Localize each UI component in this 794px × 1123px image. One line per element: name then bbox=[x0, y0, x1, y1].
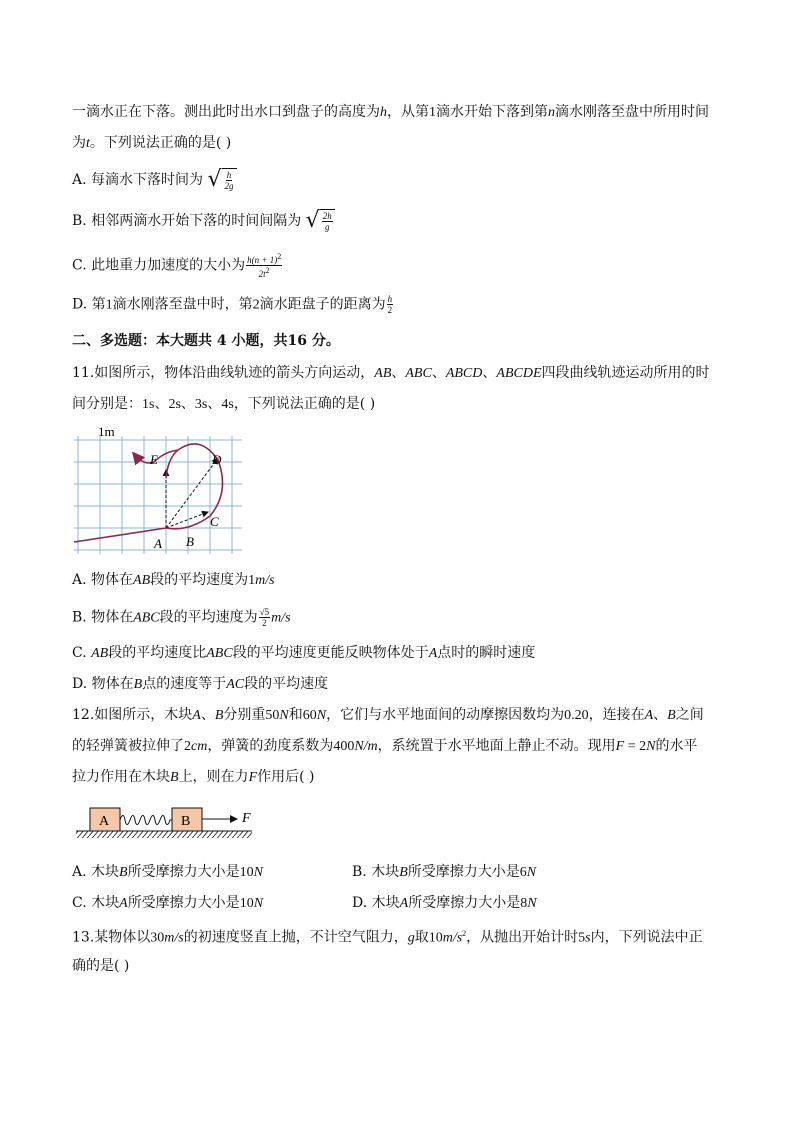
math-var: AB bbox=[133, 573, 151, 588]
math-var: B bbox=[667, 708, 676, 723]
math-num: 10 bbox=[428, 930, 443, 946]
text: ，从第 bbox=[387, 104, 429, 120]
frac-den: 2g bbox=[224, 181, 234, 191]
text: ，它们与水平地面间的动摩擦因数均为 bbox=[326, 707, 565, 723]
q11-stem-line2 bbox=[72, 394, 375, 415]
text: 滴水刚落至盘中所用时间 bbox=[555, 104, 709, 120]
text: 点时的瞬时速度 bbox=[437, 645, 536, 661]
question-number: 12. bbox=[72, 707, 95, 723]
spring bbox=[120, 816, 176, 825]
text: 、 bbox=[154, 396, 169, 412]
math-num: = 2 bbox=[624, 739, 647, 754]
math-unit: m/s bbox=[255, 573, 275, 588]
math-num: 1 bbox=[429, 105, 436, 120]
text: A. 木块 bbox=[72, 864, 120, 880]
math-var: B bbox=[399, 865, 408, 880]
math-num: 1s bbox=[142, 397, 155, 412]
option-text: C. 此地重力加速度的大小为 bbox=[72, 257, 246, 274]
q11-option-b bbox=[72, 607, 291, 629]
text: 。下列说法正确的是( ) bbox=[89, 135, 232, 151]
math-var: A bbox=[644, 708, 654, 723]
math-num: 2s bbox=[168, 397, 181, 412]
text: 段的平均速度为 bbox=[159, 609, 258, 626]
q10-stem-line2 bbox=[72, 133, 231, 154]
math-unit: s bbox=[585, 930, 591, 946]
text: 滴水距盘子的距离为 bbox=[259, 296, 386, 313]
text: 段的平均速度 bbox=[244, 676, 329, 692]
math-var: g bbox=[407, 930, 415, 946]
text: 滴水刚落至盘中时，第 bbox=[112, 296, 253, 313]
text: D. 物体在 bbox=[72, 676, 134, 692]
text: 、 bbox=[391, 365, 406, 381]
math-var: A bbox=[428, 646, 438, 661]
text: 如图所示，物体沿曲线轨迹的箭头方向运动， bbox=[94, 365, 375, 381]
q13-stem-line2: 确的是( ) bbox=[72, 958, 130, 974]
text: 、 bbox=[653, 707, 668, 723]
text: 所受摩擦力大小是 bbox=[408, 895, 521, 911]
math-var: B bbox=[170, 770, 179, 785]
ground-hatch bbox=[76, 831, 252, 838]
q12-option-d bbox=[352, 893, 537, 914]
math-unit: N bbox=[527, 896, 537, 911]
trajectory-curve bbox=[74, 444, 223, 542]
frac-den: g bbox=[324, 222, 330, 232]
q11-option-c bbox=[72, 643, 535, 664]
frac-num: 2h bbox=[322, 211, 332, 221]
text: ，连接在 bbox=[588, 707, 645, 723]
q12-option-c bbox=[72, 893, 263, 914]
math-var: AC bbox=[226, 677, 245, 692]
text: 所受摩擦力大小是 bbox=[127, 895, 240, 911]
math-unit: N bbox=[279, 708, 289, 723]
math-unit: cm bbox=[191, 739, 208, 754]
question-number: 13. bbox=[72, 929, 95, 946]
q12-spring-blocks-figure bbox=[74, 800, 264, 844]
math-num: 0.20 bbox=[564, 708, 589, 723]
q10-option-d bbox=[72, 294, 394, 316]
fraction bbox=[387, 294, 394, 315]
text: 为 bbox=[72, 135, 86, 151]
math-num: 1 bbox=[248, 573, 256, 588]
text: 一滴水正在下落。测出此时出水口到盘子的高度为 bbox=[72, 104, 380, 120]
math-var: n bbox=[548, 105, 555, 120]
q10-stem-line1 bbox=[72, 102, 709, 123]
math-var: h bbox=[380, 105, 387, 120]
frac-num: √5 bbox=[259, 607, 270, 617]
point-label-b: B bbox=[186, 534, 194, 549]
question-number: 11. bbox=[72, 365, 95, 381]
text: 拉力作用在木块 bbox=[72, 769, 170, 785]
math-unit: m/s bbox=[164, 930, 184, 946]
text: 所受摩擦力大小是 bbox=[407, 864, 520, 880]
text: 、 bbox=[180, 396, 195, 412]
math-num: 10 bbox=[239, 896, 254, 911]
text: 段的平均速度为 bbox=[150, 572, 249, 588]
text: 之间 bbox=[675, 707, 704, 723]
math-num: 4s bbox=[221, 397, 234, 412]
q10-option-c bbox=[72, 252, 283, 279]
text: B. 木块 bbox=[352, 864, 400, 880]
block-b-label: B bbox=[181, 814, 191, 829]
math-var: ABC bbox=[133, 610, 160, 626]
force-label: F bbox=[242, 811, 251, 826]
math-num: 8 bbox=[520, 896, 528, 911]
text: 如图所示，木块 bbox=[94, 707, 193, 723]
math-num: 3s bbox=[194, 397, 208, 412]
text: D. 木块 bbox=[352, 895, 400, 911]
q12-option-b bbox=[352, 862, 536, 883]
frac-num: h bbox=[226, 170, 232, 180]
text: 和 bbox=[288, 707, 303, 723]
point-label-d: D bbox=[212, 452, 222, 467]
q12-stem-line3 bbox=[72, 767, 315, 788]
fraction bbox=[246, 252, 282, 279]
text: ，从抛出开始计时 bbox=[466, 929, 579, 946]
math-unit: N bbox=[316, 708, 327, 723]
math-num: 50 bbox=[265, 708, 280, 723]
text: 的初速度竖直上抛，不计空气阻力， bbox=[183, 929, 408, 946]
math-var: F bbox=[615, 739, 625, 754]
exponent: 2 bbox=[462, 929, 467, 938]
text: C. 木块 bbox=[72, 895, 120, 911]
math-num: 2 bbox=[252, 297, 260, 313]
math-var: ABC bbox=[405, 366, 432, 381]
math-unit: m/s bbox=[271, 610, 291, 626]
text: 间分别是： bbox=[72, 396, 142, 412]
q11-trajectory-figure bbox=[70, 422, 250, 554]
text: 内，下列说法中正 bbox=[590, 929, 703, 946]
fraction bbox=[259, 607, 270, 628]
math-num: 6 bbox=[519, 865, 527, 880]
math-var: A bbox=[192, 708, 201, 723]
math-num: 2 bbox=[184, 739, 191, 754]
math-var: B bbox=[133, 677, 143, 692]
text: 作用后( ) bbox=[257, 769, 315, 785]
scale-label: 1m bbox=[98, 424, 115, 439]
frac-num: h(n + 1) bbox=[247, 255, 278, 265]
text: 所受摩擦力大小是 bbox=[127, 864, 240, 880]
frac-den: 2 bbox=[262, 618, 267, 628]
block-a-label: A bbox=[99, 814, 110, 829]
q10-option-b bbox=[72, 209, 335, 233]
math-var: AB bbox=[374, 366, 392, 381]
point-label-c: C bbox=[210, 514, 219, 529]
section-heading: 二、多选题：本大题共 4 小题，共16 分。 bbox=[72, 333, 340, 349]
math-var: t bbox=[86, 136, 90, 151]
q10-option-a bbox=[72, 168, 237, 192]
text: ，下列说法正确的是( ) bbox=[233, 396, 376, 412]
math-var: ABCD bbox=[445, 366, 483, 381]
q12-option-a bbox=[72, 862, 263, 883]
point-label-e: E bbox=[150, 452, 158, 467]
text: B. 物体在 bbox=[72, 609, 134, 626]
text: 、 bbox=[431, 365, 446, 381]
math-unit: N bbox=[646, 739, 656, 754]
math-num: 60 bbox=[302, 708, 317, 723]
frac-den: 2 bbox=[387, 305, 393, 315]
text: 滴水开始下落到第 bbox=[436, 104, 548, 120]
math-unit: N bbox=[253, 896, 264, 911]
text: 段的平均速度比 bbox=[108, 645, 207, 661]
math-unit: N bbox=[253, 865, 263, 880]
text: 上，则在力 bbox=[178, 769, 249, 785]
math-var: ABCDE bbox=[496, 366, 542, 381]
math-num: 400 bbox=[333, 739, 355, 754]
text: ，弹簧的劲度系数为 bbox=[207, 738, 334, 754]
frac-den: 2t bbox=[258, 269, 266, 279]
option-text: A. 每滴水下落时间为 bbox=[72, 172, 204, 188]
text: 段的平均速度更能反映物体处于 bbox=[232, 645, 429, 661]
exponent: 2 bbox=[277, 252, 282, 261]
math-var: A bbox=[399, 896, 409, 911]
text: C. bbox=[72, 645, 92, 661]
math-var: F bbox=[248, 770, 258, 785]
q11-option-a bbox=[72, 570, 275, 591]
frac-num: h bbox=[387, 294, 393, 304]
text: 、 bbox=[482, 365, 497, 381]
option-text: B. 相邻两滴水开始下落的时间间隔为 bbox=[72, 213, 302, 229]
math-num: 10 bbox=[239, 865, 254, 880]
text: 、 bbox=[207, 396, 222, 412]
q11-stem-line1 bbox=[72, 363, 710, 384]
point-label-a: A bbox=[154, 536, 162, 551]
sqrt: √ $\frac{h}{2g}$ bbox=[207, 168, 236, 192]
math-num: 5 bbox=[578, 930, 586, 946]
exponent: 2 bbox=[265, 266, 270, 275]
q13-stem-line1 bbox=[72, 924, 703, 949]
text: 的轻弹簧被拉伸了 bbox=[72, 738, 184, 754]
math-num: 1 bbox=[105, 297, 113, 313]
text: 的水平 bbox=[655, 738, 698, 754]
text: 点的速度等于 bbox=[142, 676, 227, 692]
q11-option-d bbox=[72, 674, 328, 695]
text: ，系统置于水平地面上静止不动。现用 bbox=[377, 738, 616, 754]
text: 、 bbox=[200, 707, 215, 723]
math-var: ABC bbox=[206, 646, 233, 661]
math-var: B bbox=[214, 708, 224, 723]
math-num: 30 bbox=[150, 930, 165, 946]
math-var: A bbox=[119, 896, 128, 911]
math-var: AB bbox=[91, 646, 109, 661]
text: 分别重 bbox=[223, 707, 266, 723]
q12-stem-line2 bbox=[72, 736, 697, 757]
text: D. 第 bbox=[72, 296, 106, 313]
text: 取 bbox=[414, 929, 429, 946]
sqrt: √ $\frac{2h}{g}$ bbox=[306, 209, 335, 233]
q12-stem-line1 bbox=[72, 705, 704, 726]
math-unit: m/s bbox=[442, 930, 463, 946]
text: 某物体以 bbox=[94, 929, 151, 946]
text: A. 物体在 bbox=[72, 572, 134, 588]
text: 四段曲线轨迹运动所用的时 bbox=[541, 365, 710, 381]
math-unit: N/m bbox=[354, 739, 378, 754]
math-var: B bbox=[119, 865, 128, 880]
math-unit: N bbox=[526, 865, 537, 880]
